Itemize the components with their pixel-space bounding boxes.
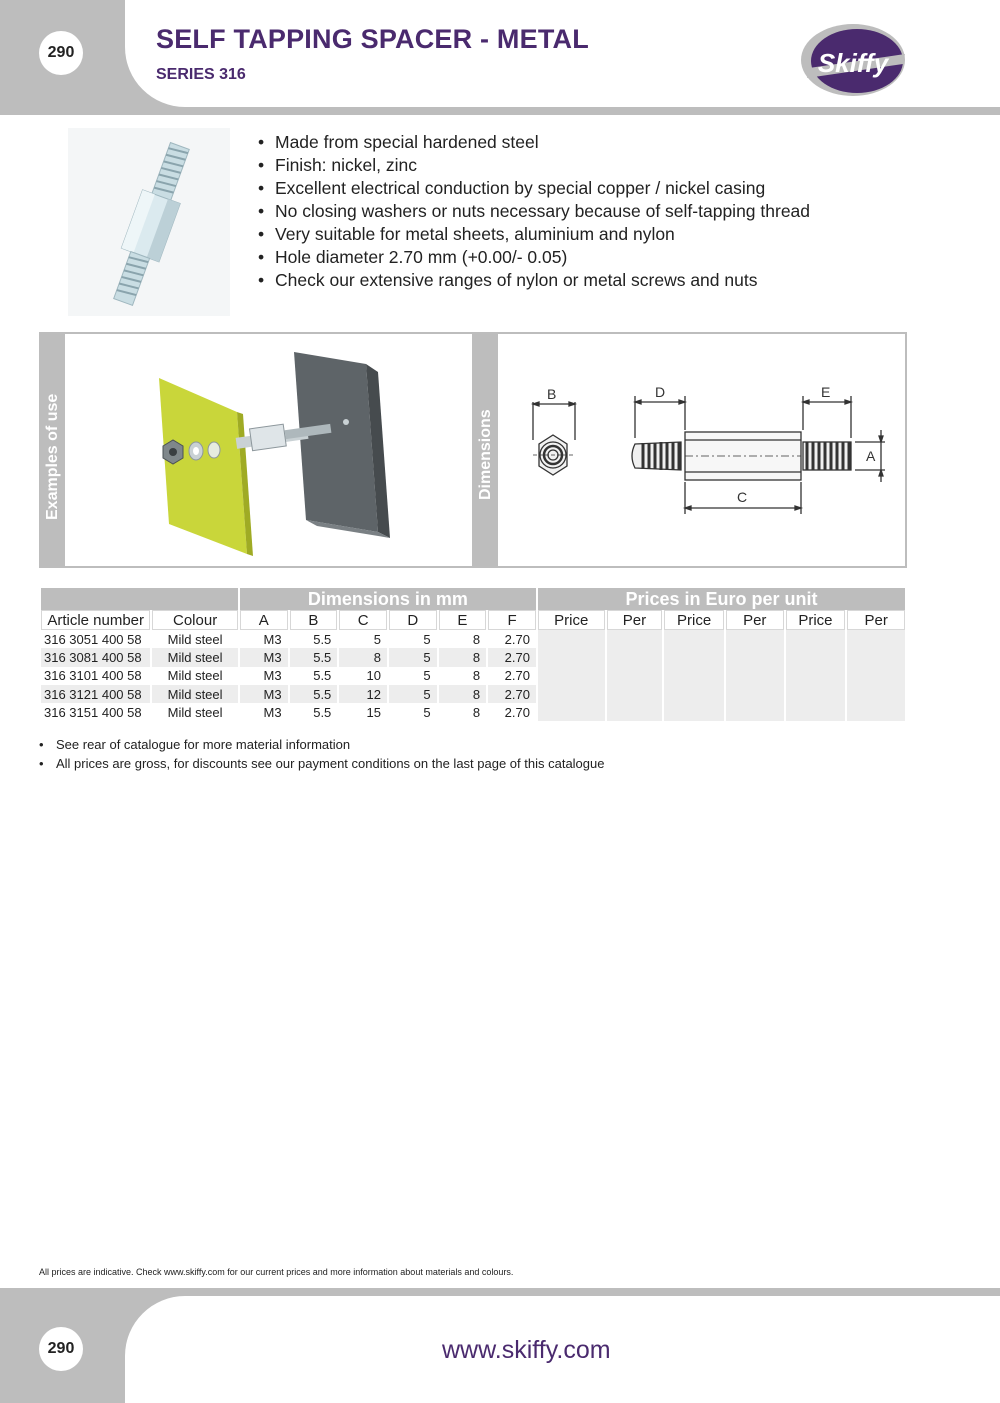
- examples-label: Examples of use: [44, 393, 61, 520]
- dim-e-cell: 8: [472, 668, 481, 684]
- footer-page-number: 290: [47, 1340, 75, 1357]
- per-cell: [726, 685, 784, 703]
- page-subtitle: SERIES 316: [156, 66, 246, 83]
- table-group-blank: [41, 588, 238, 610]
- feature-item: • Finish: nickel, zinc: [258, 154, 810, 177]
- article-number: 316 3101 400 58: [44, 668, 142, 684]
- price-cell: [664, 703, 724, 721]
- example-of-use-image: [101, 342, 431, 560]
- page-number: 290: [47, 44, 75, 61]
- dim-e-cell: 8: [439, 685, 487, 703]
- dim-b-cell: 5.5: [290, 685, 338, 703]
- col-header: Per: [607, 610, 663, 630]
- dim-e-cell: 8: [439, 648, 487, 666]
- product-table: [39, 588, 907, 721]
- dim-d-cell: 5: [423, 631, 431, 647]
- article-number: 316 3151 400 58: [44, 704, 142, 720]
- dim-b-cell: 5.5: [313, 704, 332, 720]
- per-cell: [726, 667, 784, 685]
- note-item: • All prices are gross, for discounts see our payment conditions on the last page of this catalogue: [39, 754, 604, 773]
- article-number: 316 3121 400 58: [41, 685, 150, 703]
- price-cell: [786, 703, 846, 721]
- dim-c-cell: 12: [339, 685, 387, 703]
- price-cell: [538, 703, 605, 721]
- table-row: [41, 685, 905, 703]
- price-cell: [786, 630, 846, 648]
- price-disclaimer: All prices are indicative. Check www.skiffy.com for our current prices and more information about materials and colours.: [39, 1267, 514, 1277]
- colour-cell: Mild steel: [152, 685, 238, 703]
- website-link[interactable]: www.skiffy.com: [442, 1336, 611, 1364]
- col-header: Price: [786, 610, 846, 630]
- note-item: • See rear of catalogue for more material information: [39, 735, 604, 754]
- col-header: Per: [847, 610, 905, 630]
- col-header: Price: [664, 610, 724, 630]
- dim-d-cell: 5: [389, 648, 437, 666]
- dim-label-d: D: [655, 384, 666, 400]
- page-title: SELF TAPPING SPACER - METAL: [156, 24, 589, 54]
- price-cell: [664, 685, 724, 703]
- col-header: Per: [726, 610, 784, 630]
- col-header: Article number: [41, 610, 150, 630]
- dim-f-cell: 2.70: [488, 685, 536, 703]
- feature-item: • Hole diameter 2.70 mm (+0.00/- 0.05): [258, 246, 810, 269]
- skiffy-logo: [795, 20, 910, 102]
- dim-a-cell: M3: [263, 704, 282, 720]
- colour-cell: Mild steel: [152, 648, 238, 666]
- price-cell: [664, 667, 724, 685]
- dim-f-cell: 2.70: [504, 631, 530, 647]
- prices-group-header: Prices in Euro per unit: [538, 588, 905, 610]
- product-table-wrap: [39, 588, 907, 721]
- price-cell: [538, 667, 605, 685]
- price-cell: [786, 648, 846, 666]
- dim-a-cell: M3: [240, 685, 288, 703]
- table-row: [41, 648, 905, 666]
- dim-c-cell: 10: [366, 668, 381, 684]
- per-cell: [607, 703, 663, 721]
- per-cell: [847, 703, 905, 721]
- per-cell: [847, 630, 905, 648]
- dim-b-cell: 5.5: [313, 668, 332, 684]
- dim-f-cell: 2.70: [504, 704, 530, 720]
- per-cell: [847, 685, 905, 703]
- logo-text: Skiffy: [817, 48, 889, 78]
- dim-e-cell: 8: [472, 631, 481, 647]
- per-cell: [607, 648, 663, 666]
- per-cell: [607, 685, 663, 703]
- dim-a-cell: M3: [263, 631, 282, 647]
- col-header: F: [488, 610, 536, 630]
- dimensions-label: Dimensions: [477, 409, 494, 500]
- feature-item: • Excellent electrical conduction by special copper / nickel casing: [258, 177, 810, 200]
- dim-f-cell: 2.70: [488, 648, 536, 666]
- feature-item: • Very suitable for metal sheets, aluminium and nylon: [258, 223, 810, 246]
- price-cell: [538, 685, 605, 703]
- table-row: [41, 703, 905, 721]
- dim-d-cell: 5: [423, 668, 431, 684]
- table-row: [41, 667, 905, 685]
- dim-label-a: A: [866, 448, 876, 464]
- table-row: [41, 630, 905, 648]
- dimensions-group-header: Dimensions in mm: [240, 588, 536, 610]
- feature-item: • Made from special hardened steel: [258, 131, 810, 154]
- per-cell: [607, 630, 663, 648]
- colour-cell: Mild steel: [167, 704, 223, 720]
- article-number: 316 3051 400 58: [44, 631, 142, 647]
- dim-label-e: E: [821, 384, 831, 400]
- notes-list: [39, 735, 604, 773]
- spacer-product-image: [68, 128, 230, 316]
- dim-d-cell: 5: [423, 704, 431, 720]
- price-cell: [538, 630, 605, 648]
- dim-a-cell: M3: [240, 648, 288, 666]
- dim-c-cell: 8: [339, 648, 387, 666]
- dim-b-cell: 5.5: [290, 648, 338, 666]
- colour-cell: Mild steel: [167, 668, 223, 684]
- col-header: C: [339, 610, 387, 630]
- per-cell: [726, 703, 784, 721]
- dim-label-b: B: [547, 386, 557, 402]
- col-header: Price: [538, 610, 605, 630]
- feature-list: [258, 131, 810, 292]
- feature-item: • Check our extensive ranges of nylon or metal screws and nuts: [258, 269, 810, 292]
- price-cell: [664, 630, 724, 648]
- dim-b-cell: 5.5: [313, 631, 332, 647]
- per-cell: [726, 630, 784, 648]
- col-header: E: [439, 610, 487, 630]
- page-number-badge: [39, 31, 83, 75]
- footer-page-badge: [39, 1327, 83, 1371]
- dim-c-cell: 15: [366, 704, 381, 720]
- usage-dimensions-panel: [39, 332, 907, 568]
- dim-c-cell: 5: [373, 631, 381, 647]
- price-cell: [786, 685, 846, 703]
- article-number: 316 3081 400 58: [41, 648, 150, 666]
- price-cell: [664, 648, 724, 666]
- dimension-drawing: [503, 374, 903, 524]
- per-cell: [607, 667, 663, 685]
- dim-f-cell: 2.70: [504, 668, 530, 684]
- per-cell: [726, 648, 784, 666]
- col-header: D: [389, 610, 437, 630]
- price-cell: [786, 667, 846, 685]
- price-cell: [538, 648, 605, 666]
- colour-cell: Mild steel: [167, 631, 223, 647]
- col-header: A: [240, 610, 288, 630]
- feature-item: • No closing washers or nuts necessary because of self-tapping thread: [258, 200, 810, 223]
- dim-e-cell: 8: [472, 704, 481, 720]
- col-header: Colour: [152, 610, 238, 630]
- dim-a-cell: M3: [263, 668, 282, 684]
- per-cell: [847, 648, 905, 666]
- dim-d-cell: 5: [389, 685, 437, 703]
- per-cell: [847, 667, 905, 685]
- col-header: B: [290, 610, 338, 630]
- dim-label-c: C: [737, 489, 748, 505]
